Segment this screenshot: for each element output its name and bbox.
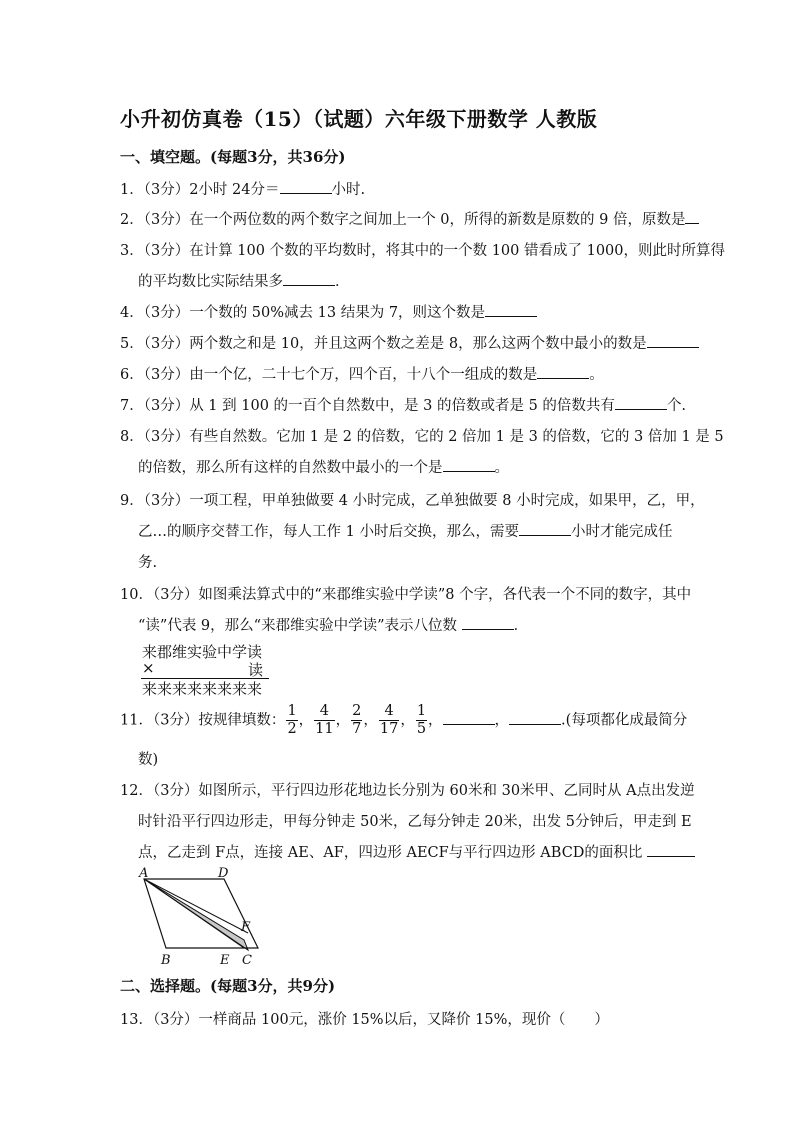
- question-2: 2．（3分）在一个两位数的两个数字之间加上一个 0，所得的新数是原数的 9 倍，原数是: [120, 208, 699, 229]
- question-9-cont-2: 务.: [138, 555, 158, 571]
- answer-blank[interactable]: [647, 842, 695, 857]
- multiplication-sign: ×: [142, 659, 155, 677]
- answer-blank[interactable]: [685, 209, 699, 224]
- answer-blank[interactable]: [647, 333, 699, 348]
- label-b: B: [161, 953, 171, 968]
- question-11-cont: 数): [138, 752, 159, 768]
- label-f: F: [241, 920, 251, 935]
- answer-blank[interactable]: [509, 710, 561, 725]
- answer-blank[interactable]: [280, 179, 332, 194]
- question-3: 3．（3分）在计算 100 个数的平均数时，将其中的一个数 100 错看成了 1000，则此时所算得: [120, 243, 725, 259]
- page-title: 小升初仿真卷（15）（试题）六年级下册数学 人教版: [120, 107, 598, 131]
- fraction-4: $\frac{4}{17}$: [379, 703, 399, 737]
- fraction-5: $\frac{1}{5}$: [416, 703, 427, 737]
- label-d: D: [218, 866, 229, 881]
- fraction-1: $\frac{1}{2}$: [287, 703, 297, 737]
- label-a: A: [139, 866, 149, 881]
- label-e: E: [220, 953, 230, 968]
- question-9-cont: 乙…的顺序交替工作，每人工作 1 小时后交换，那么，需要 小时才能完成任: [138, 520, 672, 541]
- question-7: 7．（3分）从 1 到 100 的一百个自然数中，是 3 的倍数或者是 5 的倍数共有 个.: [120, 394, 686, 415]
- answer-blank[interactable]: [283, 271, 335, 286]
- question-12-cont: 时针沿平行四边形走，甲每分钟走 50米，乙每分钟走 20米，出发 5分钟后，甲走到 E: [138, 814, 692, 830]
- question-12-cont-2: 点，乙走到 F点，连接 AE、AF，四边形 AECF与平行四边形 ABCD的面积比: [138, 841, 695, 862]
- question-5: 5．（3分）两个数之和是 10，并且这两个数之差是 8，那么这两个数中最小的数是: [120, 332, 699, 353]
- answer-blank[interactable]: [615, 395, 667, 410]
- section-multiple-choice: 二、选择题。(每题3分，共9分): [120, 977, 336, 995]
- question-4: 4．（3分）一个数的 50%减去 13 结果为 7，则这个数是: [120, 301, 537, 322]
- multiplication-top: 来郡维实验中学读: [142, 643, 263, 661]
- question-8-cont: 的倍数，那么所有这样的自然数中最小的一个是 。: [138, 456, 509, 477]
- fraction-3: $\frac{2}{7}$: [352, 703, 362, 737]
- segment-af: [144, 879, 248, 933]
- section-fill-in: 一、填空题。(每题3分，共36分): [120, 148, 346, 166]
- answer-blank[interactable]: [485, 302, 537, 317]
- question-13: 13．（3分）一样商品 100元，涨价 15%以后，又降价 15%，现价（ ）: [120, 1012, 609, 1028]
- answer-blank[interactable]: [443, 710, 495, 725]
- question-8: 8．（3分）有些自然数。它加 1 是 2 的倍数，它的 2 倍加 1 是 3 的倍数，它的 3 倍加 1 是 5: [120, 429, 724, 445]
- parallelogram-figure: [136, 866, 276, 970]
- question-6: 6．（3分）由一个亿，二十七个万，四个百，十八个一组成的数是 。: [120, 363, 604, 384]
- answer-blank[interactable]: [519, 521, 571, 536]
- multiplication-result: 来来来来来来来来: [142, 680, 263, 698]
- question-1: 1．（3分）2小时 24分＝ 小时.: [120, 178, 365, 199]
- question-3-cont: 的平均数比实际结果多 ．: [138, 270, 350, 291]
- multiplication-multiplier: 读: [248, 661, 264, 679]
- question-11: 11．（3分）按规律填数： $\frac{1}{2}$ ， $\frac{4}{11}$ ， $\frac{2}{7}$ ， $\frac{4}{17}$ ， $\frac{1}{5}$ ， ， .(每项都化成最简分: [120, 703, 688, 737]
- fraction-2: $\frac{4}{11}$: [315, 703, 334, 737]
- label-c: C: [242, 953, 252, 968]
- answer-blank[interactable]: [443, 457, 495, 472]
- question-12: 12．（3分）如图所示，平行四边形花地边长分别为 60米和 30米甲、乙同时从 A点出发逆: [120, 783, 695, 799]
- answer-blank[interactable]: [537, 364, 589, 379]
- question-10-cont: “读”代表 9，那么“来郡维实验中学读”表示八位数 ．: [138, 614, 528, 635]
- answer-blank[interactable]: [462, 615, 514, 630]
- question-10: 10．（3分）如图乘法算式中的“来郡维实验中学读”8 个字，各代表一个不同的数字，其中: [120, 587, 692, 603]
- question-9: 9．（3分）一项工程，甲单独做要 4 小时完成，乙单独做要 8 小时完成，如果甲，乙，甲，: [120, 493, 705, 509]
